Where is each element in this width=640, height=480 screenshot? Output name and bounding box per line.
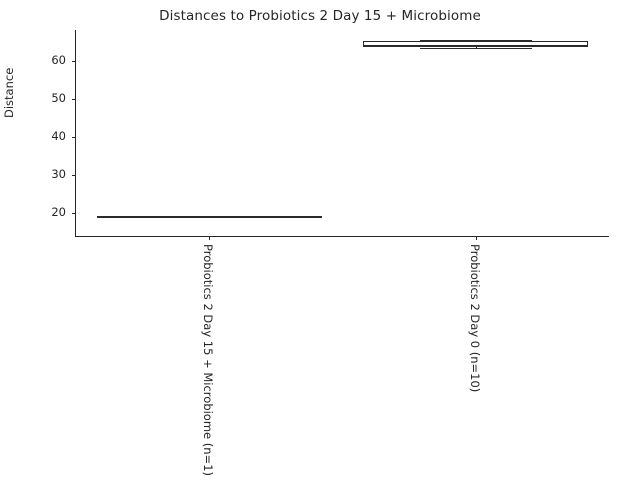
y-tick-mark	[72, 61, 76, 62]
y-tick-label: 30	[51, 166, 66, 181]
y-tick-mark	[72, 99, 76, 100]
y-tick-label: 40	[51, 128, 66, 143]
x-tick-mark	[476, 236, 477, 240]
median-line	[97, 216, 322, 217]
y-tick-mark	[72, 137, 76, 138]
y-tick-mark	[72, 175, 76, 176]
plot-area	[76, 30, 609, 236]
median-line	[363, 45, 588, 46]
x-axis-spine	[75, 236, 609, 237]
y-tick-label: 50	[51, 90, 66, 105]
x-tick-label: Probiotics 2 Day 15 + Microbiome (n=1)	[201, 244, 216, 476]
chart-title: Distances to Probiotics 2 Day 15 + Microbiome	[159, 8, 481, 24]
y-tick-label: 60	[51, 52, 66, 67]
x-tick-label: Probiotics 2 Day 0 (n=10)	[467, 244, 482, 393]
y-tick-label: 20	[51, 205, 66, 220]
x-tick-mark	[209, 236, 210, 240]
whisker-cap-lower	[420, 48, 533, 49]
y-axis-label: Distance	[2, 67, 16, 118]
y-tick-mark	[72, 213, 76, 214]
